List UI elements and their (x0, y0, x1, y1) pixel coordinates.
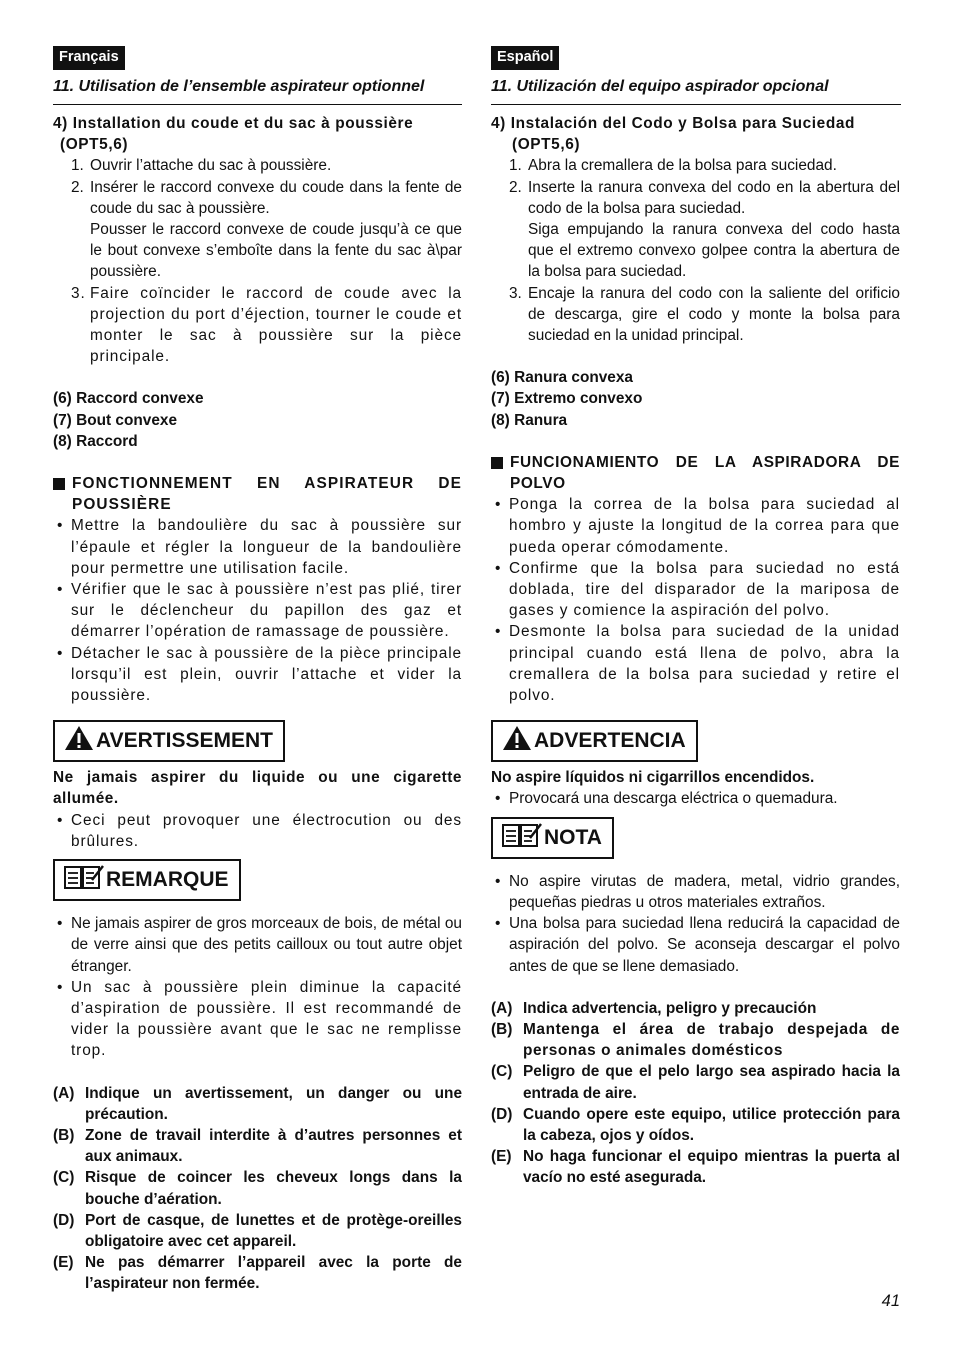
bullet-icon: • (57, 581, 64, 599)
install-heading-model-french: (OPT5,6) (60, 136, 129, 154)
section-title-french: 11. Utilisation de l’ensemble aspirateur optionnel (53, 78, 425, 95)
parts-list-item: (8) Raccord (53, 432, 138, 450)
step-item: 3. Encaje la ranura del codo con la saliente del orificio de descarga, gire el codo y monte la bolsa para suciedad en la unidad principal. (509, 284, 900, 345)
bullet-icon: • (57, 978, 64, 996)
warning-triangle-icon (64, 725, 94, 751)
square-bullet-icon (491, 457, 503, 469)
legend-item: (E) Ne pas démarrer l’appareil avec la porte de l’aspirateur non fermée. (53, 1254, 462, 1293)
list-item: • Provocará una descarga eléctrica o quemadura. (491, 788, 900, 809)
list-item: • Desmonte la bolsa para suciedad de la unidad principal cuando está llena de polvo, abra la cremallera de la bolsa para suciedad y retire el polvo. (495, 623, 900, 705)
notebook-icon (64, 864, 104, 890)
heading-text: Instalación del Codo y Bolsa para Suciedad (510, 115, 855, 132)
section-title-spanish: 11. Utilización del equipo aspirador opcional (491, 78, 829, 95)
list-item: • Confirme que la bolsa para suciedad no está doblada, tire del disparador de la mariposa de gases y comience la aspiración del polvo. (495, 559, 900, 620)
language-tab-spanish: Español (491, 46, 559, 70)
operation-heading-french: FONCTIONNEMENT EN ASPIRATEUR DE POUSSIÈRE (53, 473, 462, 515)
note-box-french: REMARQUE (53, 859, 241, 901)
parts-list-item: (8) Ranura (491, 411, 568, 429)
list-item: • No aspire virutas de madera, metal, vidrio grandes, pequeñas piedras u otros materiales extraños. (495, 872, 900, 911)
list-item: • Ceci peut provoquer une électrocution ou des brûlures. (57, 811, 462, 850)
page-number: 41 (881, 1292, 900, 1310)
note-box-spanish: NOTA (491, 817, 614, 859)
list-item: • Ne jamais aspirer de gros morceaux de bois, de métal ou de verre ainsi que des petits cailloux ou tout autre objet étranger. (57, 915, 462, 975)
parts-list-item: (7) Bout convexe (53, 411, 178, 429)
bullet-icon: • (57, 811, 64, 829)
language-tab-french: Français (53, 46, 125, 70)
legend-item: (D) Port de casque, de lunettes et de protège-oreilles obligatoire avec cet appareil. (53, 1211, 462, 1250)
section-rule-french (53, 104, 462, 105)
install-heading-french (53, 113, 462, 134)
step-continuation: Pousser le raccord convexe de coude jusqu’à ce que le bout convexe s’emboîte dans la fente du sac à\par poussière. (90, 221, 462, 281)
step-item: 1. Ouvrir l’attache du sac à poussière. (71, 157, 332, 175)
list-item: • Vérifier que le sac à poussière n’est pas plié, tirer sur le déclencheur du papillon des gaz et démarrer l’opération de ramassage de poussière. (57, 581, 462, 641)
legend-item: (C) Peligro de que el pelo largo sea aspirado hacia la entrada de aire. (491, 1063, 900, 1102)
bullet-icon: • (495, 559, 502, 577)
legend-item: (E) No haga funcionar el equipo mientras la puerta al vacío no esté asegurada. (491, 1148, 900, 1187)
bullet-icon: • (57, 644, 64, 662)
legend-item: (B) Zone de travail interdite à d’autres personnes et aux animaux. (53, 1126, 462, 1166)
bullet-icon: • (495, 872, 501, 890)
parts-list-item: (7) Extremo convexo (491, 390, 643, 408)
list-item: • Mettre la bandoulière du sac à poussière sur l’épaule et régler la longueur de la bandoulière pour permettre une utilisation facile. (57, 517, 462, 577)
legend-item: (C) Risque de coincer les cheveux longs dans la bouche d’aération. (53, 1169, 462, 1208)
french-column-header (53, 46, 462, 99)
warning-triangle-icon (502, 725, 532, 751)
heading-number: 4) (491, 115, 506, 132)
step-continuation: Siga empujando la ranura convexa del codo hasta que el extremo convexo golpee contra la abertura de la bolsa para suciedad. (528, 221, 900, 281)
list-item: • Un sac à poussière plein diminue la capacité d’aspiration de poussière. Il est recommandé de vider la poussière avant que le sac ne remplisse trop. (57, 978, 462, 1060)
bullet-icon: • (495, 790, 501, 808)
warning-text-french: Ne jamais aspirer du liquide ou une cigarette allumée. (53, 769, 462, 808)
square-bullet-icon (53, 478, 65, 490)
step-item: 3. Faire coïncider le raccord de coude avec la projection du port d’éjection, tourner le coude et monter le sac à poussière sur la pièce principale. (71, 284, 462, 366)
spanish-column-header (491, 46, 900, 99)
list-item: • Ponga la correa de la bolsa para suciedad al hombro y ajuste la longitud de la correa para que pueda operar cómodamente. (495, 496, 900, 556)
list-item: • Détacher le sac à poussière de la pièce principale lorsqu’il est plein, ouvrir l’attache et vider la poussière. (57, 644, 462, 705)
heading-number: 4) (53, 115, 68, 132)
list-item: • Una bolsa para suciedad llena reducirá la capacidad de aspiración del polvo. Se aconseja descargar el polvo antes de que se llene demasiado. (495, 915, 900, 975)
legend-item: (A) Indica advertencia, peligro y precaución (491, 999, 817, 1017)
step-item: 2. Insérer le raccord convexe du coude dans la fente de coude du sac à poussière. (71, 178, 462, 217)
legend-item: (B) Mantenga el área de trabajo despejada de personas o animales domésticos (491, 1020, 900, 1060)
bullet-icon: • (495, 915, 501, 933)
parts-list-item: (6) Raccord convexe (53, 390, 204, 408)
install-heading-model-spanish: (OPT5,6) (512, 136, 581, 154)
install-heading-spanish (491, 113, 900, 134)
warning-text-spanish: No aspire líquidos ni cigarrillos encendidos. (491, 769, 815, 787)
bullet-icon: • (57, 517, 64, 535)
spanish-column-content (491, 113, 900, 1189)
bullet-icon: • (495, 496, 502, 514)
operation-heading-spanish: FUNCIONAMIENTO DE LA ASPIRADORA DE POLVO (491, 452, 900, 494)
section-rule-spanish (491, 104, 901, 105)
warning-box-spanish: ADVERTENCIA (491, 720, 698, 762)
parts-list-item: (6) Ranura convexa (491, 369, 633, 387)
bullet-icon: • (57, 915, 63, 933)
warning-box-french: AVERTISSEMENT (53, 720, 285, 762)
notebook-icon (502, 822, 542, 848)
heading-text: Installation du coude et du sac à poussière (72, 115, 414, 132)
french-column-content (53, 113, 462, 1295)
legend-item: (D) Cuando opere este equipo, utilice protección para la cabeza, ojos y oídos. (491, 1105, 900, 1144)
step-item: 1. Abra la cremallera de la bolsa para suciedad. (509, 157, 837, 175)
bullet-icon: • (495, 623, 502, 641)
step-item: 2. Inserte la ranura convexa del codo en la abertura del codo de la bolsa para suciedad. (509, 178, 900, 217)
legend-item: (A) Indique un avertissement, un danger ou une précaution. (53, 1084, 462, 1123)
